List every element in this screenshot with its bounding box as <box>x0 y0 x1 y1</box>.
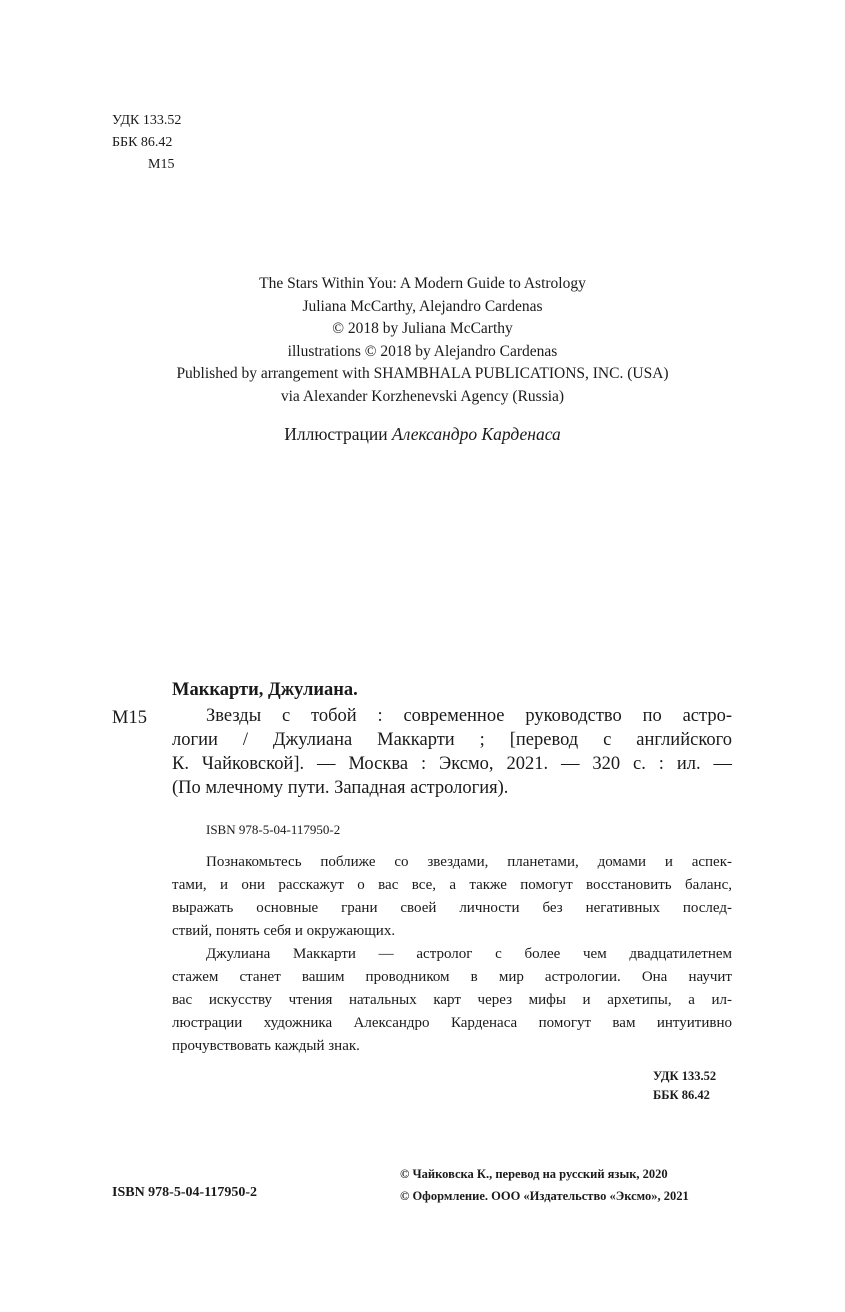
credit-line: via Alexander Korzhenevski Agency (Russia) <box>280 387 565 405</box>
bbk-code: ББК 86.42 <box>112 135 173 150</box>
classification-codes <box>112 110 181 176</box>
copyright-design: © Оформление. ООО «Издательство «Эксмо», 2021 <box>400 1189 689 1203</box>
catalog-author: Маккарти, Джулиана. <box>172 680 358 700</box>
annotation-line: Джулиана Маккарти — астролог с более чем двадцатилетнем <box>206 946 732 962</box>
illustrator-name: Александро Карденаса <box>392 424 561 444</box>
footer-isbn: ISBN 978-5-04-117950-2 <box>112 1185 258 1200</box>
footer-bbk: ББК 86.42 <box>653 1088 710 1102</box>
catalog-isbn: ISBN 978-5-04-117950-2 <box>206 822 341 837</box>
copyright-translation: © Чайковска К., перевод на русский язык, 2020 <box>400 1167 668 1181</box>
illustrations-label: Иллюстрации <box>284 424 388 444</box>
udk-code: УДК 133.52 <box>112 113 182 128</box>
credit-line: © 2018 by Juliana McCarthy <box>332 320 513 338</box>
annotation <box>172 851 732 1058</box>
footer-codes <box>653 1067 729 1105</box>
annotation-line: вас искусству чтения натальных карт через мифы и архетипы, а ил- <box>172 992 732 1008</box>
annotation-line: Познакомьтесь поближе со звездами, планетами, домами и аспек- <box>206 854 732 870</box>
credit-line: Juliana McCarthy, Alejandro Cardenas <box>302 297 543 315</box>
biblio-line: Звезды с тобой : современное руководство по астро- <box>206 706 732 726</box>
biblio-line: (По млечному пути. Западная астрология). <box>172 778 509 798</box>
illustrations-credit <box>0 424 845 445</box>
biblio-line: К. Чайковской]. — Москва : Эксмо, 2021. — 320 с. : ил. — <box>172 754 732 774</box>
catalog-mark: М15 <box>112 708 147 728</box>
biblio-line: логии / Джулиана Маккарти ; [перевод с английского <box>172 730 732 750</box>
annotation-line: выражать основные грани своей личности без негативных послед- <box>172 900 732 916</box>
annotation-line: прочувствовать каждый знак. <box>172 1038 360 1054</box>
original-edition-credits <box>0 273 845 409</box>
annotation-line: стажем станет вашим проводником в мир астрологии. Она научит <box>172 969 732 985</box>
footer-udk: УДК 133.52 <box>653 1069 717 1083</box>
bibliographic-record <box>172 704 732 800</box>
credit-line: illustrations © 2018 by Alejandro Cardenas <box>287 342 558 360</box>
credit-line: Published by arrangement with SHAMBHALA PUBLICATIONS, INC. (USA) <box>176 365 669 383</box>
annotation-line: ствий, понять себя и окружающих. <box>172 923 396 939</box>
author-mark: М15 <box>148 157 175 172</box>
annotation-line: люстрации художника Александро Карденаса помогут вам интуитивно <box>172 1015 732 1031</box>
annotation-line: тами, и они расскажут о вас все, а также помогут восстановить баланс, <box>172 877 732 893</box>
credit-line: The Stars Within You: A Modern Guide to Astrology <box>259 275 586 292</box>
copyright-notices <box>400 1163 689 1207</box>
